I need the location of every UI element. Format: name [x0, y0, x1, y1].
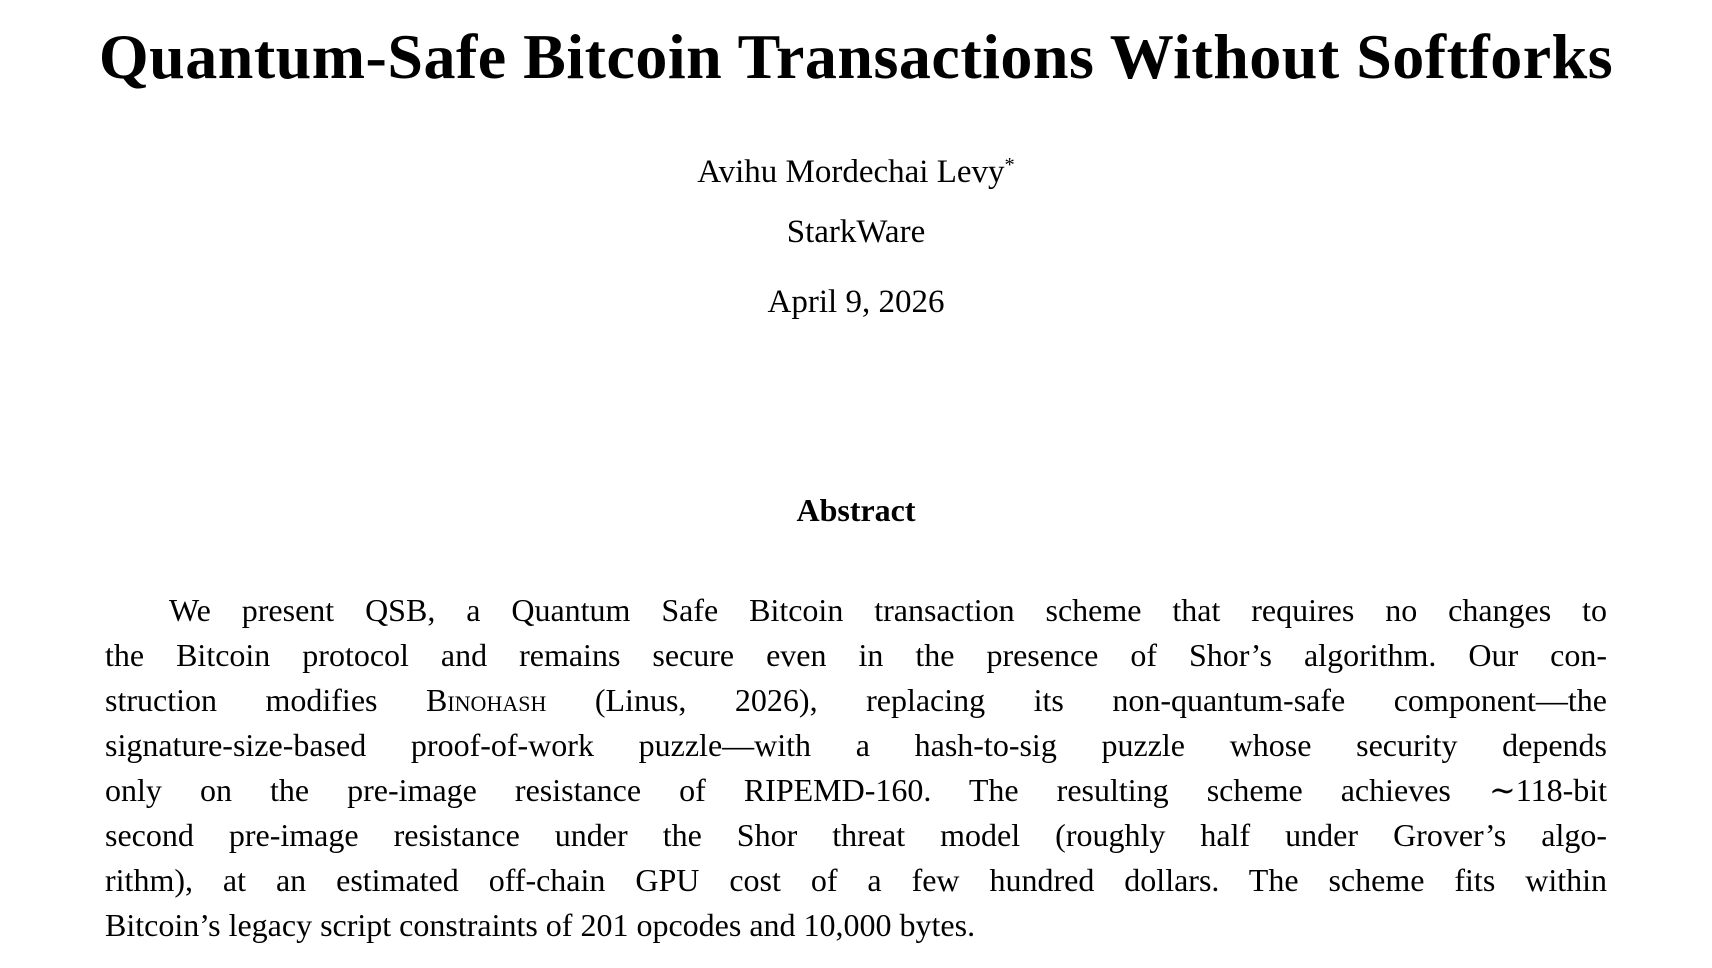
abstract-text-segment: the Bitcoin protocol and remains secure even in the presence of Shor’s algorithm. Our con-: [105, 637, 1607, 674]
abstract-text-segment: Bitcoin’s legacy script constraints of 201 opcodes and 10,000 bytes.: [105, 907, 976, 944]
abstract-line: [105, 723, 1607, 768]
abstract-text-segment: signature-size-based proof-of-work puzzle—with a hash-to-sig puzzle whose security depends: [105, 727, 1607, 764]
author-affiliation: StarkWare: [786, 214, 926, 251]
abstract-line: [105, 633, 1607, 678]
author-block: [0, 144, 1712, 260]
abstract-text-segment: second pre-image resistance under the Shor threat model (roughly half under Grover’s algo-: [105, 817, 1607, 854]
paper-title: Quantum-Safe Bitcoin Transactions Without Softforks: [98, 21, 1614, 92]
abstract-line: [105, 768, 1607, 813]
abstract-line: [105, 588, 1607, 633]
abstract-text-segment: (Linus, 2026), replacing its non-quantum-safe component—the: [546, 682, 1608, 719]
smallcaps-term: Binohash: [426, 682, 547, 719]
abstract-line: [105, 678, 1607, 723]
abstract-text-segment: rithm), at an estimated off-chain GPU cost of a few hundred dollars. The scheme fits within: [105, 862, 1607, 899]
abstract-section: [0, 490, 1712, 948]
author-name: [0, 144, 1712, 204]
abstract-line: [105, 858, 1607, 903]
author-footnote-marker: *: [1004, 154, 1015, 177]
abstract-text-segment: only on the pre-image resistance of RIPEMD-160. The resulting scheme achieves ∼118-bit: [105, 772, 1607, 809]
author-name-text: Avihu Mordechai Levy: [697, 154, 1005, 191]
abstract-heading: Abstract: [796, 492, 916, 529]
abstract-text-segment: We present QSB, a Quantum Safe Bitcoin transaction scheme that requires no changes to: [169, 592, 1607, 629]
abstract-line: [105, 903, 1607, 948]
abstract-body: [105, 588, 1607, 948]
paper-date: April 9, 2026: [767, 284, 945, 321]
abstract-text-segment: struction modifies: [105, 682, 426, 719]
abstract-line: [105, 813, 1607, 858]
